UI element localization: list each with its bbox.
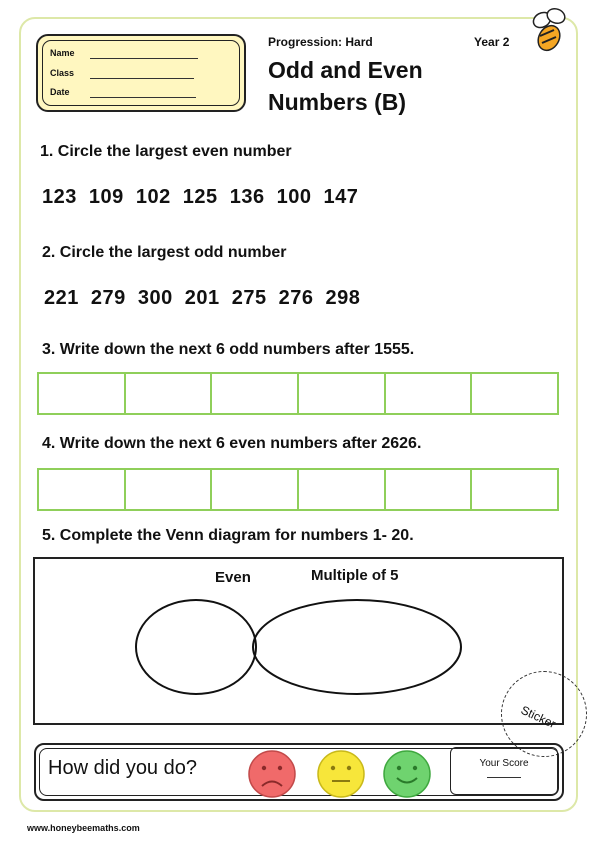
answer-box[interactable] bbox=[212, 470, 299, 509]
bee-icon bbox=[528, 6, 574, 54]
question-1-numbers[interactable]: 123 109 102 125 136 100 147 bbox=[42, 186, 359, 208]
title-line-2: Numbers (B) bbox=[268, 89, 407, 115]
score-line bbox=[487, 777, 521, 778]
page-title bbox=[268, 54, 468, 118]
title-line-1: Odd and Even bbox=[268, 57, 423, 83]
question-2-text: 2. Circle the largest odd number bbox=[42, 244, 287, 261]
sad-face-icon[interactable] bbox=[247, 749, 297, 799]
venn-even-circle[interactable] bbox=[136, 600, 256, 694]
class-line[interactable] bbox=[90, 78, 194, 79]
question-4-text: 4. Write down the next 6 even numbers after 2626. bbox=[42, 435, 422, 452]
odd-answer-boxes bbox=[37, 372, 559, 415]
venn-circles bbox=[35, 559, 562, 723]
self-assessment-bar bbox=[34, 743, 564, 801]
answer-box[interactable] bbox=[299, 470, 386, 509]
question-5-text: 5. Complete the Venn diagram for numbers 1- 20. bbox=[42, 527, 414, 544]
answer-box[interactable] bbox=[299, 374, 386, 413]
answer-box[interactable] bbox=[472, 374, 557, 413]
venn-right-label: Multiple of 5 bbox=[311, 567, 399, 584]
year-label: Year 2 bbox=[474, 35, 510, 49]
answer-box[interactable] bbox=[39, 374, 126, 413]
class-label: Class bbox=[50, 68, 75, 78]
sticker-label: Sticker bbox=[518, 702, 558, 732]
question-3-text: 3. Write down the next 6 odd numbers after 1555. bbox=[42, 341, 415, 358]
question-1-text: 1. Circle the largest even number bbox=[40, 143, 292, 160]
your-score-label: Your Score bbox=[479, 758, 529, 769]
venn-multiple-of-5-circle[interactable] bbox=[253, 600, 461, 694]
how-did-you-do-label: How did you do? bbox=[48, 757, 197, 779]
website-url[interactable]: www.honeybeemaths.com bbox=[27, 823, 140, 833]
answer-box[interactable] bbox=[472, 470, 557, 509]
venn-left-label: Even bbox=[215, 569, 251, 586]
neutral-face-icon[interactable] bbox=[316, 749, 366, 799]
happy-face-icon[interactable] bbox=[382, 749, 432, 799]
your-score-box[interactable] bbox=[450, 747, 558, 795]
name-label: Name bbox=[50, 48, 75, 58]
answer-box[interactable] bbox=[212, 374, 299, 413]
venn-diagram-box bbox=[33, 557, 564, 725]
answer-box[interactable] bbox=[386, 374, 473, 413]
even-answer-boxes bbox=[37, 468, 559, 511]
date-line[interactable] bbox=[90, 97, 196, 98]
date-label: Date bbox=[50, 87, 70, 97]
question-2-numbers[interactable]: 221 279 300 201 275 276 298 bbox=[44, 287, 361, 309]
answer-box[interactable] bbox=[386, 470, 473, 509]
answer-box[interactable] bbox=[126, 374, 213, 413]
name-class-date-box bbox=[36, 34, 246, 112]
progression-label: Progression: Hard bbox=[268, 35, 373, 49]
name-line[interactable] bbox=[90, 58, 198, 59]
answer-box[interactable] bbox=[126, 470, 213, 509]
answer-box[interactable] bbox=[39, 470, 126, 509]
